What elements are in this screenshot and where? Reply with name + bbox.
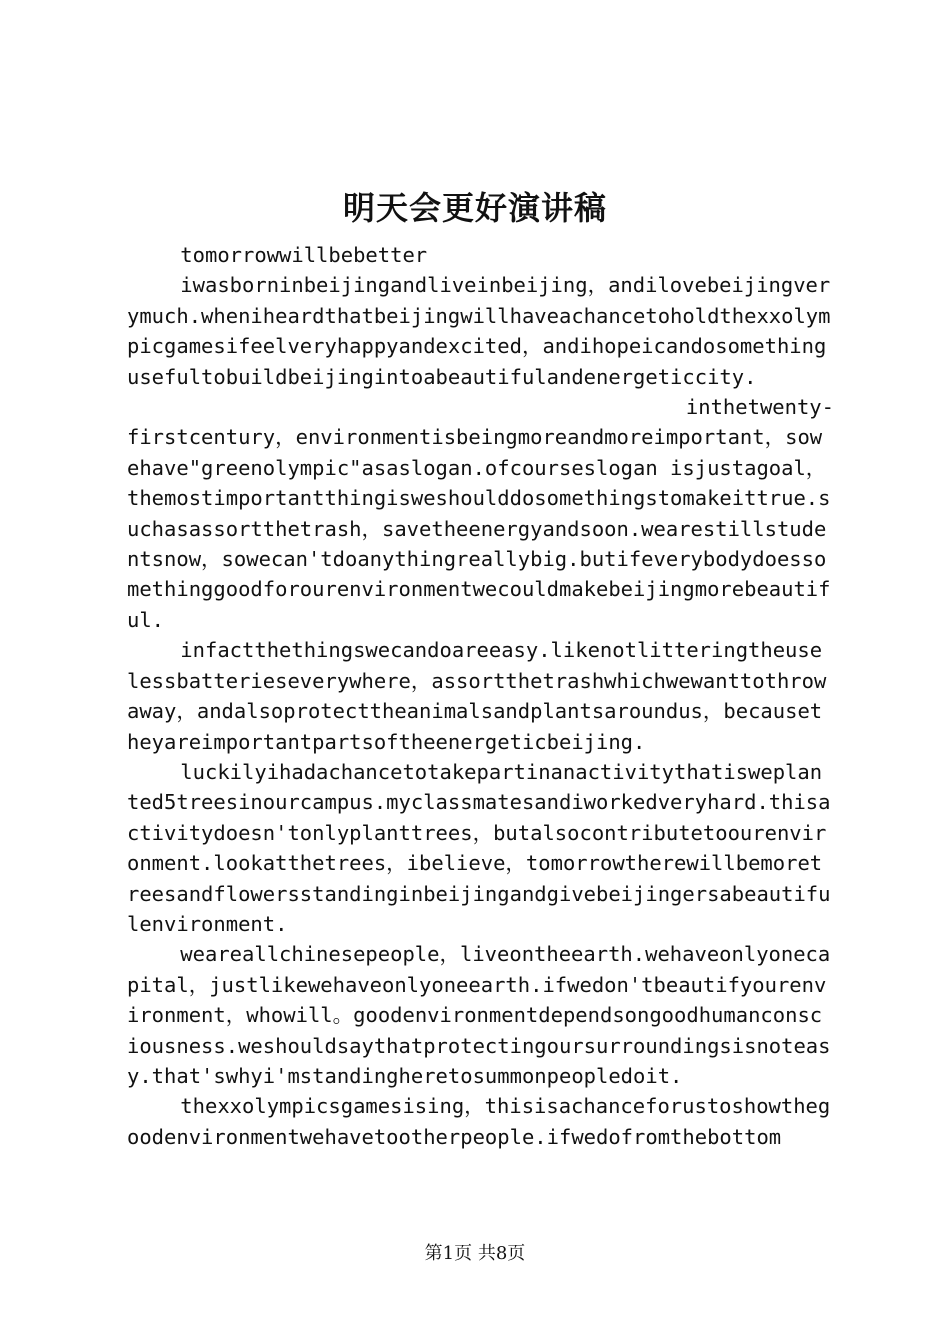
paragraph-2-rest: firstcentury，environmentisbeingmoreandmoreimportant，sowehave"greenolympic"asaslogan.ofcourseslogan isjustagoal，themostimportantthingisweshoulddosomethingstomakeittrue.suchasassortthetrash，savetheenergyandsoon.wearestillstudentsnow，sowecan'tdoanythingreallybig.butifeverybodydoessomethinggoodforourenvironmentwecouldmakebeijingmorebeautiful. (127, 425, 831, 632)
paragraph-5: weareallchinesepeople，liveontheearth.wehaveonlyonecapital，justlikewehaveonlyoneearth.ifwedon'tbeautifyourenvironment，whowill。goodenvironmentdependsongoodhumanconsciousness.weshouldsaythatprotectingoursurroundingsisnoteasy.that'swhyi'mstandingheretosummonpeopledoit. (127, 942, 831, 1088)
paragraph-2-lead: inthetwenty- (685, 395, 834, 420)
page-number-footer: 第1页 共8页 (424, 1243, 526, 1264)
paragraph-1: iwasborninbeijingandliveinbeijing，andilovebeijingverymuch.wheniheardthatbeijingwillhaveachancetoholdthexxolympicgamesifeelveryhappyandexcited，andihopeicandosomethingusefultobuildbeijingintoabeautifulandenergeticcity. (127, 273, 831, 389)
paragraph-3: infactthethingswecandoareeasy.likenotlitteringtheuselessbatterieseverywhere，assortthetrashwhichwewanttothrowaway，andalsoprotecttheanimalsandplantsaroundus，becausetheyareimportantpartsoftheenergeticbeijing. (127, 638, 827, 754)
paragraph-6: thexxolympicsgamesising，thisisachanceforustoshowthegoodenvironmentwehavetootherpeople.ifwedofromthebottom (127, 1094, 831, 1149)
paragraph-heading: tomorrowwillbebetter (180, 243, 428, 267)
document-body (127, 240, 834, 1152)
document-title: 明天会更好演讲稿 (342, 189, 607, 227)
paragraph-2 (127, 392, 834, 635)
paragraph-4: luckilyihadachancetotakepartinanactivitythatisweplanted5treesinourcampus.myclassmatesandiworkedveryhard.thisactivitydoesn'tonlyplanttrees，butalsocontributetoourenvironment.lookatthetrees，ibelieve，tomorrowtherewillbemoretreesandflowersstandinginbeijingandgivebeijingersabeautifulenvironment. (127, 759, 831, 936)
